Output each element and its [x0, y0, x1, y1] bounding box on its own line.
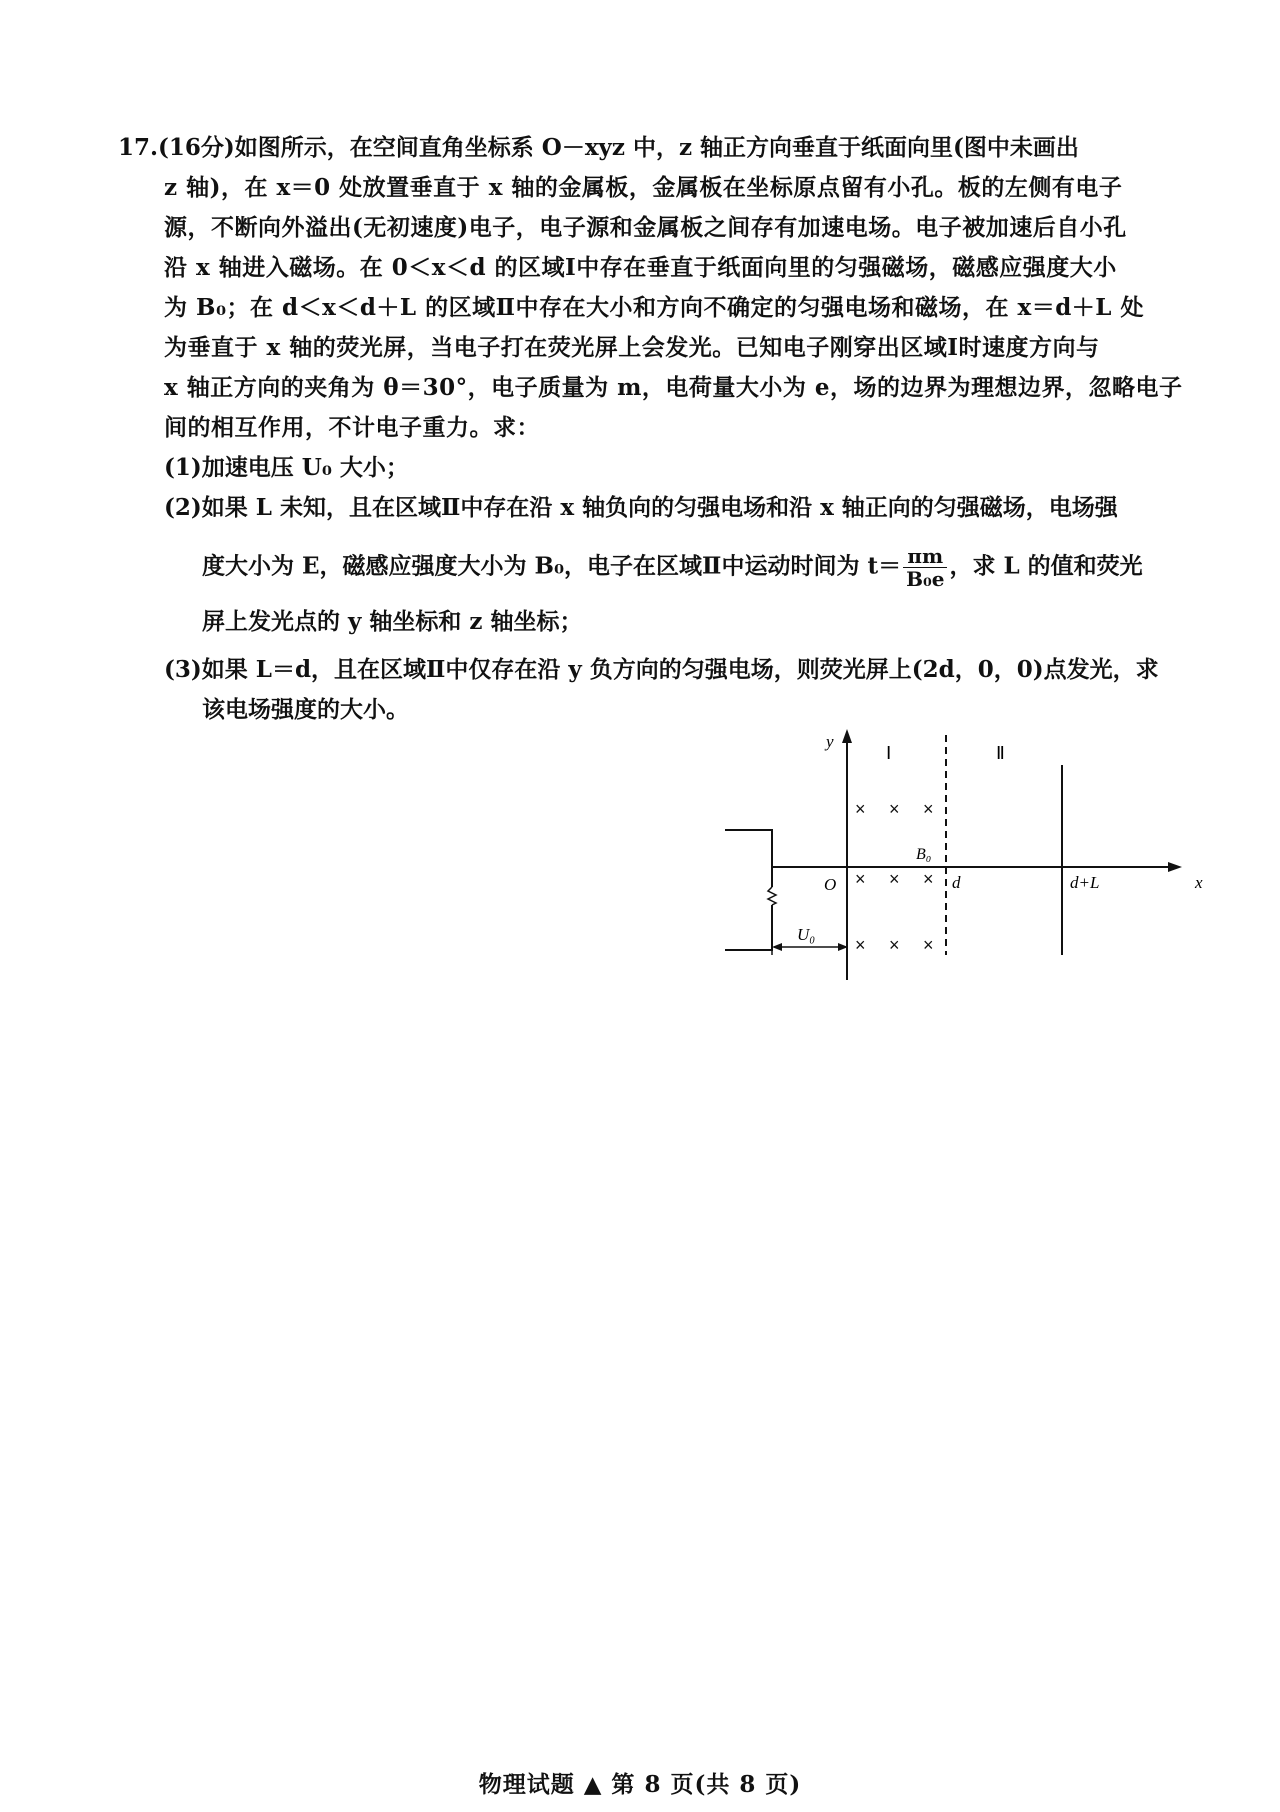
stem-line-7: x 轴正方向的夹角为 θ＝30°，电子质量为 m，电荷量大小为 e，场的边界为理想边界，忽略电子 — [164, 374, 1183, 401]
part-1: (1)加速电压 U₀ 大小； — [164, 454, 409, 481]
part-2-line-1: (2)如果 L 未知，且在区域Ⅱ中存在沿 x 轴负向的匀强电场和沿 x 轴正向的匀强磁场，电场强 — [164, 494, 1118, 521]
part-2-line-3: 屏上发光点的 y 轴坐标和 z 轴坐标； — [202, 608, 583, 635]
region-2-label: Ⅱ — [996, 743, 1005, 763]
field-cross: × — [855, 935, 866, 955]
part-2-line-2 — [202, 545, 1262, 590]
field-cross: × — [923, 935, 934, 955]
field-cross: × — [889, 935, 900, 955]
part-3-line-1: (3)如果 L＝d，且在区域Ⅱ中仅存在沿 y 负方向的匀强电场，则荧光屏上(2d，0，0)点发光，求 — [164, 656, 1159, 683]
stem-line-4: 沿 x 轴进入磁场。在 0＜x＜d 的区域Ⅰ中存在垂直于纸面向里的匀强磁场，磁感应强度大小 — [164, 254, 1117, 281]
time-fraction — [903, 545, 947, 590]
stem-line-8: 间的相互作用，不计电子重力。求： — [164, 414, 540, 441]
part-2-line-2-a: 度大小为 E，磁感应强度大小为 B₀，电子在区域Ⅱ中运动时间为 t＝ — [202, 552, 902, 580]
d-label: d — [952, 873, 961, 892]
d-plus-l-label: d+L — [1070, 873, 1100, 892]
u0-label: U₀ — [797, 925, 816, 944]
stem-line-6: 为垂直于 x 轴的荧光屏，当电子打在荧光屏上会发光。已知电子刚穿出区域Ⅰ时速度方向与 — [164, 334, 1100, 361]
stem-line-2: z 轴)，在 x＝0 处放置垂直于 x 轴的金属板，金属板在坐标原点留有小孔。板的左侧有电子 — [164, 174, 1123, 201]
x-axis-arrow — [1168, 862, 1182, 872]
magnetic-field-crosses — [855, 799, 934, 955]
upper-plate — [725, 830, 772, 887]
stem-line-3: 源，不断向外溢出(无初速度)电子，电子源和金属板之间存有加速电场。电子被加速后自小孔 — [164, 214, 1127, 241]
field-cross: × — [855, 869, 866, 889]
region-1-label: Ⅰ — [886, 743, 892, 763]
part-2-line-2-b: ，求 L 的值和荧光 — [949, 552, 1143, 580]
field-cross: × — [889, 869, 900, 889]
field-diagram — [700, 725, 1220, 985]
fraction-denominator: B₀e — [906, 567, 945, 591]
y-axis-arrow — [842, 729, 852, 743]
field-cross: × — [855, 799, 866, 819]
field-cross: × — [889, 799, 900, 819]
field-cross: × — [923, 799, 934, 819]
fraction-numerator: πm — [903, 545, 947, 568]
x-axis-label: x — [1195, 873, 1203, 892]
problem-stem-cont — [164, 168, 1214, 448]
stem-line-1: 17.(16分)如图所示，在空间直角坐标系 O－xyz 中，z 轴正方向垂直于纸面向里(图中未画出 — [118, 134, 1079, 161]
page-footer: 物理试题 ▲ 第 8 页(共 8 页) — [478, 1771, 802, 1798]
stem-line-5: 为 B₀；在 d＜x＜d＋L 的区域Ⅱ中存在大小和方向不确定的匀强电场和磁场，在 x＝d＋L 处 — [164, 294, 1144, 321]
origin-label: O — [824, 875, 837, 894]
field-cross: × — [923, 869, 934, 889]
problem-stem — [118, 128, 1218, 168]
y-axis-label: y — [826, 732, 834, 751]
lower-plate — [725, 905, 772, 950]
b0-label: B₀ — [916, 846, 932, 863]
electron-source — [768, 887, 776, 905]
part-3-line-2: 该电场强度的大小。 — [202, 696, 409, 723]
